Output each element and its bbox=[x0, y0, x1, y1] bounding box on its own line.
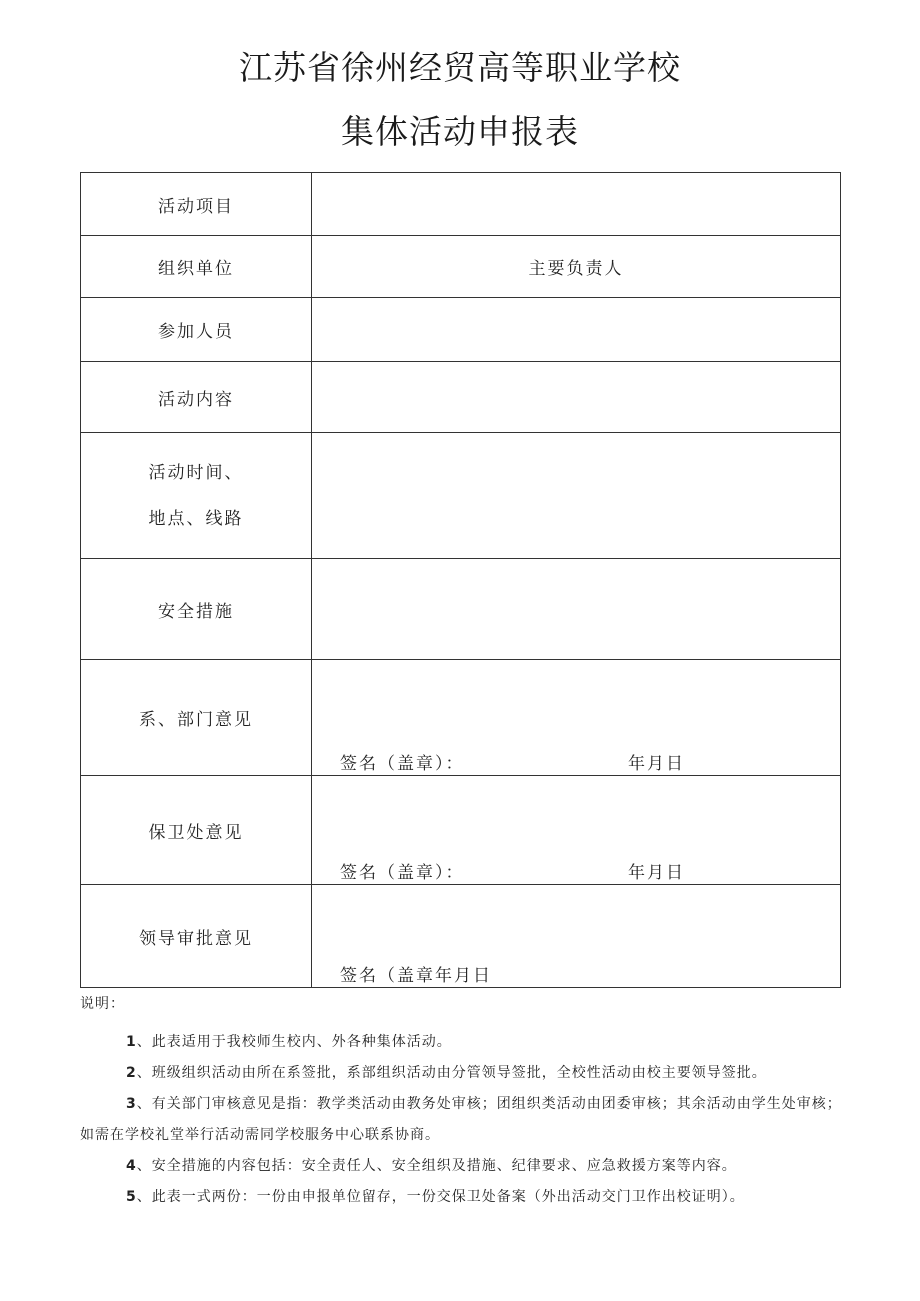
note-number: 5 bbox=[126, 1189, 137, 1205]
note-text: 、安全措施的内容包括：安全责任人、安全组织及措施、纪律要求、应急救援方案等内容。 bbox=[136, 1158, 737, 1174]
activity-item-field[interactable] bbox=[312, 173, 841, 236]
activity-item-label: 活动项目 bbox=[81, 173, 312, 236]
note-item bbox=[80, 1182, 850, 1213]
notes-section bbox=[80, 993, 850, 1213]
leader-opinion-label: 领导审批意见 bbox=[81, 885, 312, 988]
school-title: 江苏省徐州经贸高等职业学校 bbox=[239, 48, 681, 87]
note-number: 1 bbox=[126, 1034, 137, 1050]
row-org-unit bbox=[81, 236, 841, 298]
note-number: 2 bbox=[126, 1065, 137, 1081]
row-leader-opinion bbox=[81, 885, 841, 988]
notes-heading: 说明： bbox=[80, 996, 125, 1012]
application-form-table bbox=[80, 172, 841, 988]
dept-date-label: 年月日 bbox=[628, 754, 685, 774]
note-item bbox=[80, 1089, 850, 1120]
content-field[interactable] bbox=[312, 362, 841, 433]
form-title: 集体活动申报表 bbox=[341, 112, 579, 151]
security-opinion-label: 保卫处意见 bbox=[81, 776, 312, 885]
time-place-field[interactable] bbox=[312, 433, 841, 559]
dept-opinion-field[interactable] bbox=[312, 660, 841, 776]
security-date-label: 年月日 bbox=[628, 863, 685, 883]
security-sign-label: 签名（盖章）： bbox=[340, 863, 465, 883]
time-label-line1: 活动时间、 bbox=[148, 462, 244, 483]
row-safety bbox=[81, 559, 841, 660]
main-person-label: 主要负责人 bbox=[312, 236, 841, 298]
note-number: 4 bbox=[126, 1158, 137, 1174]
row-time-place bbox=[81, 433, 841, 559]
row-content bbox=[81, 362, 841, 433]
row-security-opinion bbox=[81, 776, 841, 885]
security-opinion-field[interactable] bbox=[312, 776, 841, 885]
time-label-line2: 地点、线路 bbox=[148, 508, 244, 529]
safety-label: 安全措施 bbox=[81, 559, 312, 660]
note-item-continued: 如需在学校礼堂举行活动需同学校服务中心联系协商。 bbox=[80, 1127, 440, 1143]
row-activity-item bbox=[81, 173, 841, 236]
note-item bbox=[80, 1151, 850, 1182]
dept-sign-label: 签名（盖章）： bbox=[340, 754, 465, 774]
note-text: 、此表适用于我校师生校内、外各种集体活动。 bbox=[136, 1034, 452, 1050]
content-label: 活动内容 bbox=[81, 362, 312, 433]
note-text: 、有关部门审核意见是指：教学类活动由教务处审核；团组织类活动由团委审核；其余活动由学生处审核； bbox=[136, 1096, 842, 1112]
note-text: 、此表一式两份：一份由申报单位留存，一份交保卫处备案（外出活动交门卫作出校证明）。 bbox=[136, 1189, 745, 1205]
dept-opinion-label: 系、部门意见 bbox=[81, 660, 312, 776]
note-item bbox=[80, 1058, 850, 1089]
note-item bbox=[80, 1027, 850, 1058]
leader-sign-label: 签名（盖章年月日 bbox=[340, 966, 492, 986]
safety-field[interactable] bbox=[312, 559, 841, 660]
note-text: 、班级组织活动由所在系签批，系部组织活动由分管领导签批，全校性活动由校主要领导签批。 bbox=[136, 1065, 767, 1081]
row-dept-opinion bbox=[81, 660, 841, 776]
org-unit-label: 组织单位 bbox=[81, 236, 312, 298]
time-place-label bbox=[81, 433, 312, 559]
note-number: 3 bbox=[126, 1096, 137, 1112]
participants-label: 参加人员 bbox=[81, 298, 312, 362]
participants-field[interactable] bbox=[312, 298, 841, 362]
leader-opinion-field[interactable] bbox=[312, 885, 841, 988]
row-participants bbox=[81, 298, 841, 362]
